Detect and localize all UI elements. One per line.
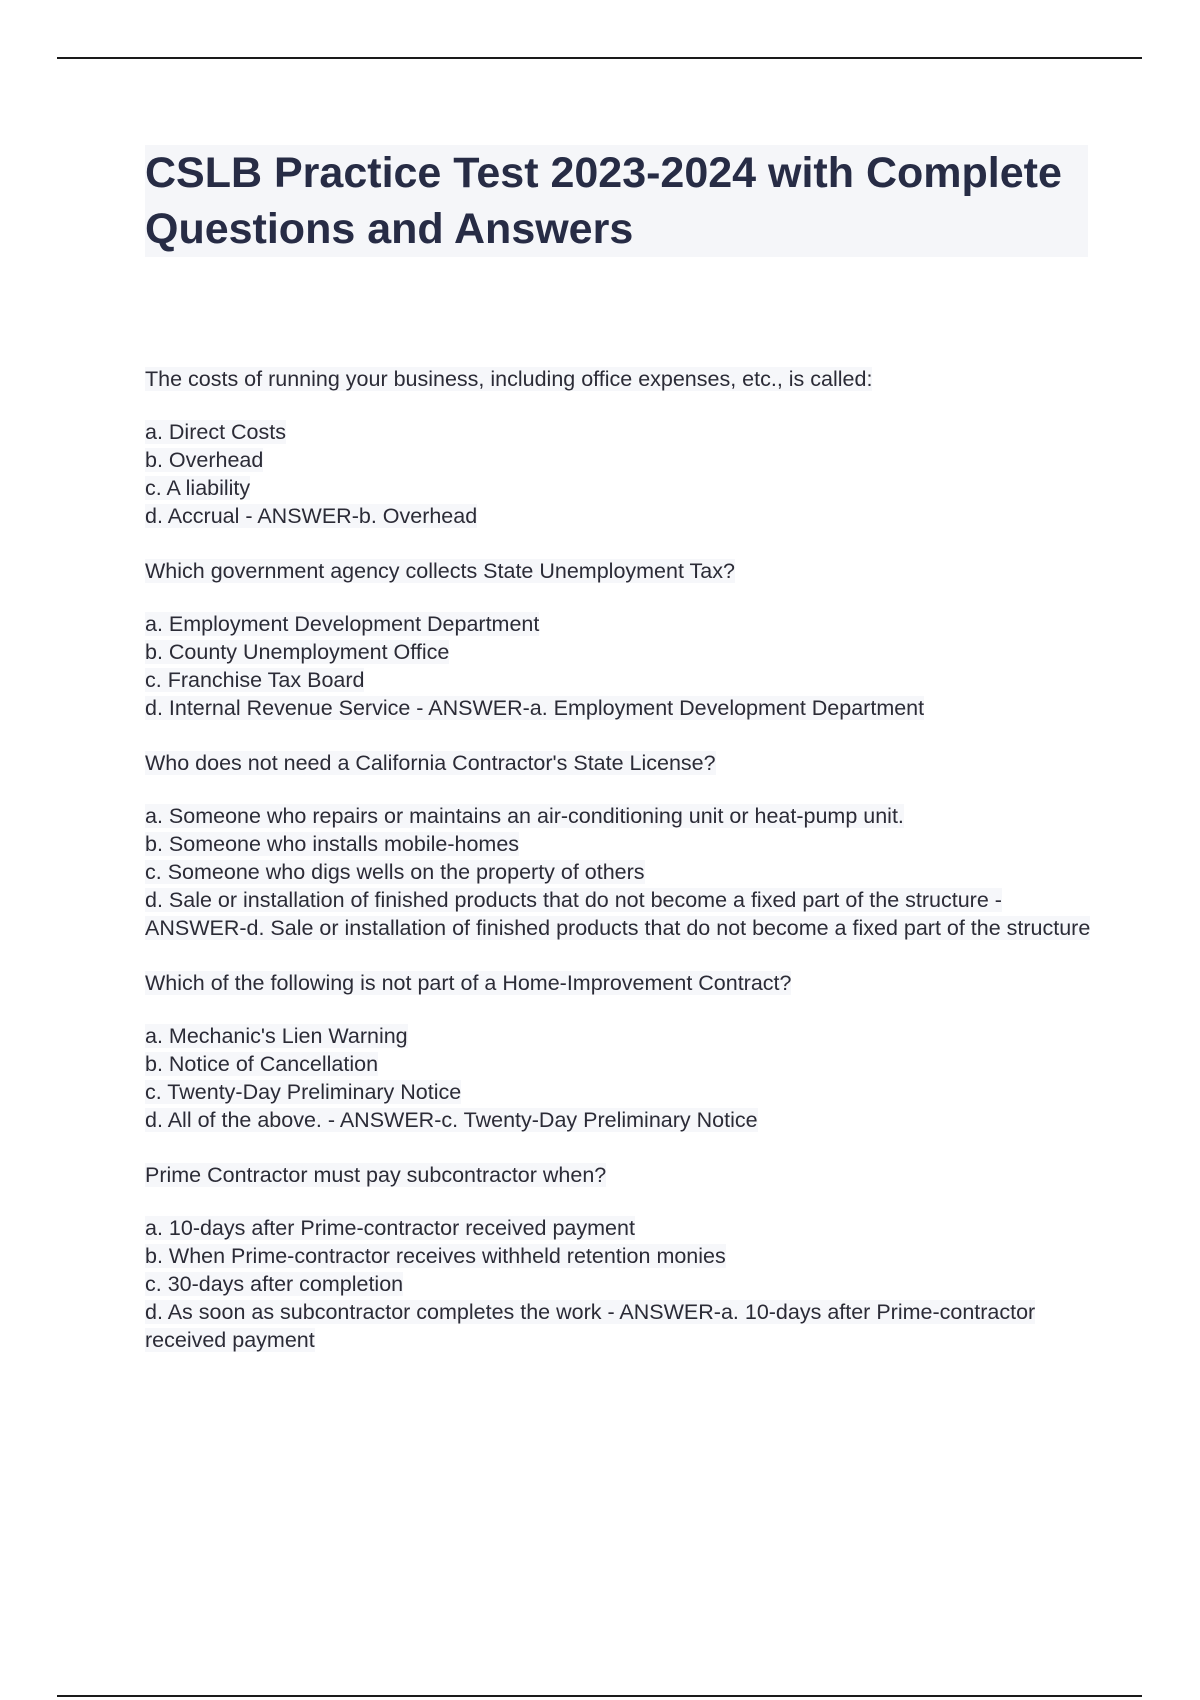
option-b: b. Someone who installs mobile-homes xyxy=(145,832,520,856)
option-b: b. County Unemployment Office xyxy=(145,640,450,664)
bottom-divider xyxy=(57,1695,1142,1697)
option-a: a. Someone who repairs or maintains an air-conditioning unit or heat-pump unit. xyxy=(145,804,904,828)
option-c: c. Twenty-Day Preliminary Notice xyxy=(145,1080,462,1104)
question-block xyxy=(145,1161,1095,1354)
option-a: a. 10-days after Prime-contractor received payment xyxy=(145,1216,635,1240)
question-block xyxy=(145,749,1095,942)
page-title: CSLB Practice Test 2023-2024 with Complete Questions and Answers xyxy=(145,149,1062,253)
option-c: c. A liability xyxy=(145,476,251,500)
option-c: c. 30-days after completion xyxy=(145,1272,404,1296)
question-block xyxy=(145,969,1095,1134)
option-b: b. Notice of Cancellation xyxy=(145,1052,379,1076)
option-d-answer: d. Accrual - ANSWER-b. Overhead xyxy=(145,504,478,528)
option-b: b. When Prime-contractor receives withheld retention monies xyxy=(145,1244,726,1268)
option-d-answer: d. As soon as subcontractor completes the work - ANSWER-a. 10-days after Prime-contractor received payment xyxy=(145,1300,1036,1352)
question-block xyxy=(145,557,1095,722)
option-a: a. Mechanic's Lien Warning xyxy=(145,1024,408,1048)
question-text: Who does not need a California Contractor's State License? xyxy=(145,751,716,775)
question-block xyxy=(145,365,1095,530)
question-text: Which government agency collects State Unemployment Tax? xyxy=(145,559,735,583)
option-d-answer: d. Internal Revenue Service - ANSWER-a. Employment Development Department xyxy=(145,696,925,720)
option-list xyxy=(145,1214,1095,1354)
option-c: c. Someone who digs wells on the property of others xyxy=(145,860,645,884)
title-box xyxy=(145,145,1088,257)
option-c: c. Franchise Tax Board xyxy=(145,668,365,692)
option-list xyxy=(145,802,1095,942)
option-list xyxy=(145,418,1095,530)
option-d-answer: d. Sale or installation of finished products that do not become a fixed part of the structure - ANSWER-d. Sale or installation of finished products that do not become a fixed part of the structure xyxy=(145,888,1091,940)
question-text: Prime Contractor must pay subcontractor when? xyxy=(145,1163,607,1187)
question-text: The costs of running your business, including office expenses, etc., is called: xyxy=(145,367,873,391)
option-a: a. Employment Development Department xyxy=(145,612,540,636)
option-list xyxy=(145,1022,1095,1134)
option-list xyxy=(145,610,1095,722)
option-d-answer: d. All of the above. - ANSWER-c. Twenty-Day Preliminary Notice xyxy=(145,1108,758,1132)
top-divider xyxy=(57,57,1142,59)
question-list xyxy=(145,365,1095,1381)
option-b: b. Overhead xyxy=(145,448,264,472)
option-a: a. Direct Costs xyxy=(145,420,286,444)
question-text: Which of the following is not part of a Home-Improvement Contract? xyxy=(145,971,792,995)
